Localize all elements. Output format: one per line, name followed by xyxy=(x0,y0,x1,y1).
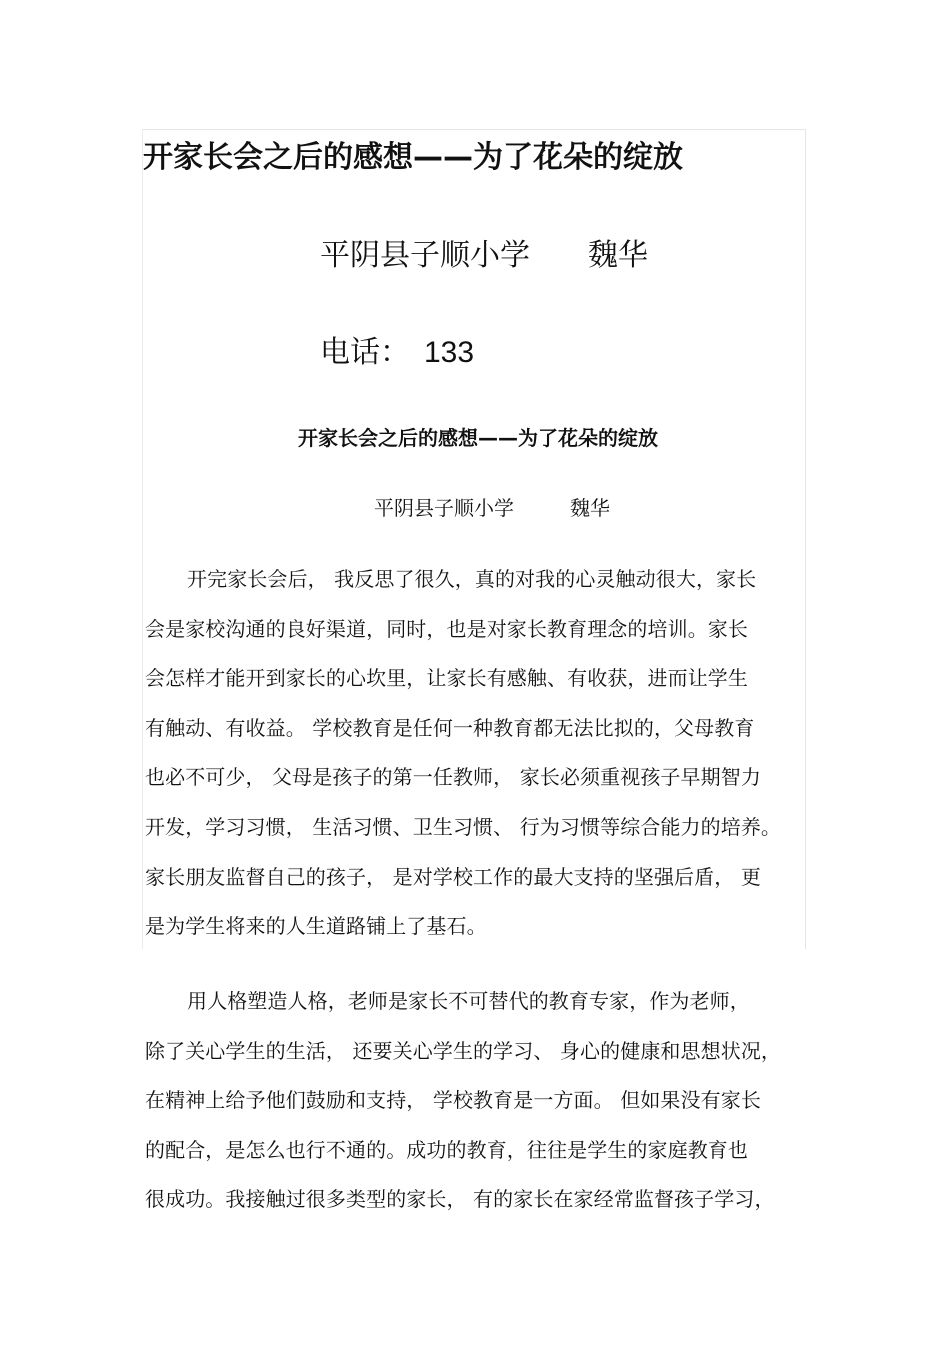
article-author-name: 魏华 xyxy=(570,496,610,520)
paragraph-line: 的配合，是怎么也行不通的。成功的教育，往往是学生的家庭教育也 xyxy=(145,1137,748,1162)
article-school-name: 平阴县子顺小学 xyxy=(374,496,514,520)
author-line xyxy=(320,236,648,276)
paragraph-line: 除了关心学生的生活， 还要关心学生的学习、 身心的健康和思想状况， xyxy=(145,1038,782,1063)
school-name: 平阴县子顺小学 xyxy=(320,238,530,273)
phone-label: 电话： xyxy=(320,335,410,370)
paragraph-line: 会怎样才能开到家长的心坎里，让家长有感触、有收获，进而让学生 xyxy=(145,666,748,691)
paragraph-line: 很成功。我接触过很多类型的家长， 有的家长在家经常监督孩子学习， xyxy=(145,1187,775,1212)
author-name: 魏华 xyxy=(588,238,648,273)
paragraph-2 xyxy=(145,987,815,1235)
paragraph-line: 家长朋友监督自己的孩子， 是对学校工作的最大支持的坚强后盾， 更 xyxy=(145,864,761,889)
paragraph-line: 也必不可少， 父母是孩子的第一任教师， 家长必须重视孩子早期智力 xyxy=(145,765,761,790)
article-author-line xyxy=(374,494,610,522)
phone-line xyxy=(320,333,474,373)
paragraph-line: 在精神上给予他们鼓励和支持， 学校教育是一方面。 但如果没有家长 xyxy=(145,1088,761,1113)
paragraph-line: 用人格塑造人格，老师是家长不可替代的教育专家，作为老师， xyxy=(187,989,750,1013)
paragraph-line: 开完家长会后， 我反思了很久，真的对我的心灵触动很大，家长 xyxy=(187,567,757,591)
paragraph-line: 会是家校沟通的良好渠道，同时，也是对家长教育理念的培训。家长 xyxy=(145,616,748,641)
article-title: 开家长会之后的感想——为了花朵的绽放 xyxy=(298,426,658,450)
paragraph-line: 有触动、有收益。 学校教育是任何一种教育都无法比拟的，父母教育 xyxy=(145,715,755,740)
document-title: 开家长会之后的感想——为了花朵的绽放 xyxy=(143,140,683,175)
paragraph-line: 开发，学习习惯， 生活习惯、卫生习惯、 行为习惯等综合能力的培养。 xyxy=(145,814,782,839)
phone-number: 133 xyxy=(424,336,475,369)
paragraph-1 xyxy=(145,565,815,962)
paragraph-line: 是为学生将来的人生道路铺上了基石。 xyxy=(145,914,487,939)
